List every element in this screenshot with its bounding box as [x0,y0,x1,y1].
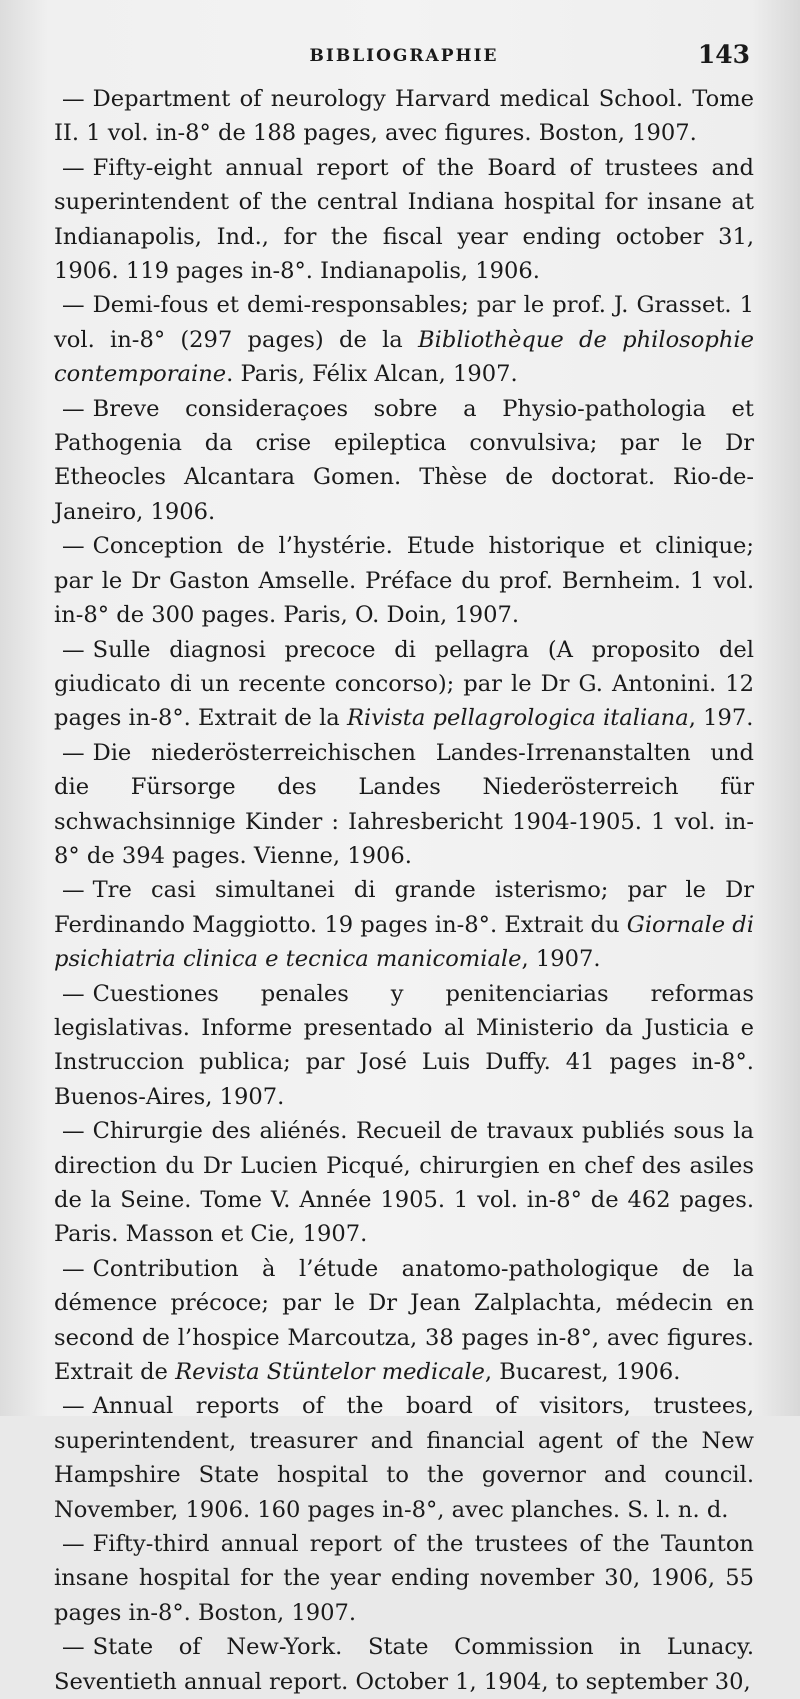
bibliography-entry: — State of New-York. State Commission in Lunacy. Seventieth annual report. October 1, 1904, to september 30, [54,1634,754,1695]
bibliography-entry: — Fifty-eight annual report of the Board of trustees and superintendent of the central Indiana hospital for insane at Indianapolis, Ind., for the fiscal year ending october 31, 1906. 119 pages in-8°. Indianapolis, 1906. [54,154,754,285]
bibliography-entry: — Contribution à l’étude anatomo-pathologique de la démence précoce; par le Dr Jean Zalplachta, médecin en second de l’hospice Marcoutza, 38 pages in-8°, avec figures. Extrait de Revista Stüntelor medicale, Bucarest, 1906. [54,1255,754,1386]
bibliography-entry: — Annual reports of the board of visitors, trustees, superintendent, treasurer and financial agent of the New Hampshire State hospital to the governor and council. November, 1906. 160 pages in-8°, avec planches. S. l. n. d. [54,1393,754,1523]
journal-title: Revista Stüntelor medicale [175,1359,485,1386]
running-title: BIBLIOGRAPHIE [309,46,499,66]
bibliography-entry: — Breve consideraçoes sobre a Physio-pathologia et Pathogenia da crise epileptica convulsiva; par le Dr Etheocles Alcantara Gomen. Thèse de doctorat. Rio-de-Janeiro, 1906. [54,395,754,525]
running-head [54,38,754,82]
bibliography-entry: — Fifty-third annual report of the trustees of the Taunton insane hospital for the year ending november 30, 1906, 55 pages in-8°. Boston, 1907. [54,1531,754,1626]
bibliography-entry: — Die niederösterreichischen Landes-Irrenanstalten und die Fürsorge des Landes Niederösterreich für schwachsinnige Kinder : Iahresbericht 1904-1905. 1 vol. in-8° de 394 pages. Vienne, 1906. [54,739,754,869]
bibliography-entry: — Tre casi simultanei di grande isterismo; par le Dr Ferdinando Maggiotto. 19 pages in-8°. Extrait du Giornale di psichiatria clinica e tecnica manicomiale, 1907. [54,877,755,973]
bibliography-entry: — Sulle diagnosi precoce di pellagra (A proposito del giudicato di un recente concorso); par le Dr G. Antonini. 12 pages in-8°. Extrait de la Rivista pellagrologica italiana, 197. [54,636,754,732]
bibliography-entry: — Conception de l’hystérie. Etude historique et clinique; par le Dr Gaston Amselle. Préface du prof. Bernheim. 1 vol. in-8° de 300 pages. Paris, O. Doin, 1907. [54,533,754,629]
bibliography-entries [54,82,754,1699]
journal-title: Bibliothèque de philosophie contemporaine [54,326,754,388]
journal-title: Giornale di psichiatria clinica e tecnica manicomiale [54,911,755,973]
page-number: 143 [697,40,750,69]
journal-title: Rivista pellagrologica italiana [346,705,689,732]
bibliography-entry: — Demi-fous et demi-responsables; par le prof. J. Grasset. 1 vol. in-8° (297 pages) de la Bibliothèque de philosophie contemporaine. Paris, Félix Alcan, 1907. [54,292,754,388]
bibliography-entry: — Cuestiones penales y penitenciarias reformas legislativas. Informe presentado al Ministerio da Justicia e Instruccion publica; par José Luis Duffy. 41 pages in-8°. Buenos-Aires, 1907. [54,980,754,1110]
bibliography-entry: — Department of neurology Harvard medical School. Tome II. 1 vol. in-8° de 188 pages, avec figures. Boston, 1907. [54,86,754,147]
bibliography-entry: — Chirurgie des aliénés. Recueil de travaux publiés sous la direction du Dr Lucien Picqué, chirurgien en chef des asiles de la Seine. Tome V. Année 1905. 1 vol. in-8° de 462 pages. Paris. Masson et Cie, 1907. [54,1118,754,1248]
